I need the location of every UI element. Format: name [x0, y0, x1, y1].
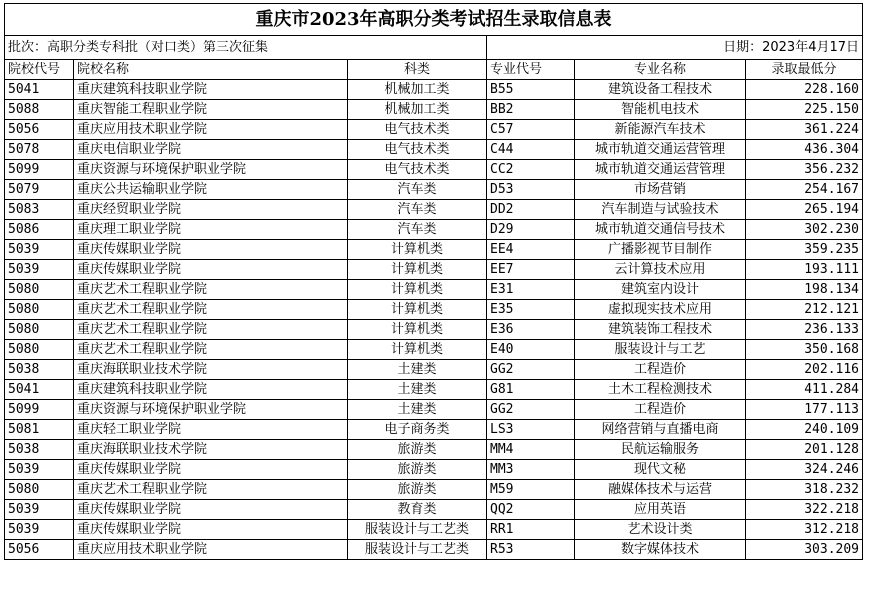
- cell-major-name: 新能源汽车技术: [575, 120, 746, 140]
- header-row: [5, 60, 863, 80]
- cell-school-name: 重庆海联职业技术学院: [74, 440, 348, 460]
- cell-category: 电气技术类: [348, 160, 487, 180]
- table-row: [5, 520, 863, 540]
- table-row: [5, 360, 863, 380]
- table-row: [5, 180, 863, 200]
- cell-category: 机械加工类: [348, 100, 487, 120]
- cell-major-code: E35: [487, 300, 575, 320]
- cell-category: 电气技术类: [348, 120, 487, 140]
- header-category: 科类: [348, 60, 487, 80]
- header-school-name: 院校名称: [74, 60, 348, 80]
- cell-category: 电气技术类: [348, 140, 487, 160]
- cell-school-name: 重庆资源与环境保护职业学院: [74, 400, 348, 420]
- cell-school-code: 5081: [5, 420, 74, 440]
- header-major-name: 专业名称: [575, 60, 746, 80]
- cell-major-name: 城市轨道交通运营管理: [575, 140, 746, 160]
- cell-school-code: 5039: [5, 520, 74, 540]
- cell-school-name: 重庆智能工程职业学院: [74, 100, 348, 120]
- table-row: [5, 320, 863, 340]
- header-school-code: 院校代号: [5, 60, 74, 80]
- cell-major-name: 市场营销: [575, 180, 746, 200]
- title-row: [5, 4, 863, 36]
- cell-school-code: 5056: [5, 540, 74, 560]
- cell-school-code: 5056: [5, 120, 74, 140]
- cell-major-code: BB2: [487, 100, 575, 120]
- page-title: 重庆市2023年高职分类考试招生录取信息表: [5, 4, 863, 36]
- cell-school-code: 5038: [5, 360, 74, 380]
- cell-major-code: E40: [487, 340, 575, 360]
- cell-category: 汽车类: [348, 180, 487, 200]
- cell-category: 服装设计与工艺类: [348, 520, 487, 540]
- cell-min-score: 359.235: [746, 240, 863, 260]
- cell-school-code: 5041: [5, 380, 74, 400]
- cell-major-code: GG2: [487, 360, 575, 380]
- cell-major-name: 城市轨道交通运营管理: [575, 160, 746, 180]
- table-row: [5, 120, 863, 140]
- table-row: [5, 100, 863, 120]
- cell-school-name: 重庆艺术工程职业学院: [74, 320, 348, 340]
- cell-major-name: 应用英语: [575, 500, 746, 520]
- table-row: [5, 380, 863, 400]
- cell-major-code: EE7: [487, 260, 575, 280]
- cell-school-name: 重庆电信职业学院: [74, 140, 348, 160]
- table-row: [5, 340, 863, 360]
- date-label: 日期：2023年4月17日: [487, 36, 863, 60]
- cell-min-score: 318.232: [746, 480, 863, 500]
- cell-school-name: 重庆应用技术职业学院: [74, 120, 348, 140]
- cell-major-name: 建筑室内设计: [575, 280, 746, 300]
- cell-min-score: 198.134: [746, 280, 863, 300]
- cell-major-name: 云计算技术应用: [575, 260, 746, 280]
- cell-school-code: 5088: [5, 100, 74, 120]
- cell-major-code: E36: [487, 320, 575, 340]
- cell-category: 汽车类: [348, 200, 487, 220]
- cell-school-code: 5039: [5, 260, 74, 280]
- cell-school-name: 重庆建筑科技职业学院: [74, 380, 348, 400]
- cell-major-name: 工程造价: [575, 360, 746, 380]
- cell-school-name: 重庆传媒职业学院: [74, 240, 348, 260]
- cell-min-score: 356.232: [746, 160, 863, 180]
- cell-min-score: 411.284: [746, 380, 863, 400]
- cell-major-code: M59: [487, 480, 575, 500]
- table-row: [5, 280, 863, 300]
- cell-major-code: E31: [487, 280, 575, 300]
- table-row: [5, 260, 863, 280]
- cell-min-score: 302.230: [746, 220, 863, 240]
- cell-major-name: 现代文秘: [575, 460, 746, 480]
- table-row: [5, 480, 863, 500]
- cell-category: 机械加工类: [348, 80, 487, 100]
- cell-school-code: 5080: [5, 280, 74, 300]
- cell-school-name: 重庆理工职业学院: [74, 220, 348, 240]
- cell-major-name: 工程造价: [575, 400, 746, 420]
- cell-min-score: 350.168: [746, 340, 863, 360]
- cell-school-name: 重庆艺术工程职业学院: [74, 300, 348, 320]
- cell-category: 旅游类: [348, 440, 487, 460]
- cell-min-score: 312.218: [746, 520, 863, 540]
- cell-min-score: 236.133: [746, 320, 863, 340]
- cell-school-name: 重庆应用技术职业学院: [74, 540, 348, 560]
- cell-category: 计算机类: [348, 260, 487, 280]
- cell-school-name: 重庆海联职业技术学院: [74, 360, 348, 380]
- cell-school-name: 重庆轻工职业学院: [74, 420, 348, 440]
- cell-major-name: 土木工程检测技术: [575, 380, 746, 400]
- cell-major-name: 建筑设备工程技术: [575, 80, 746, 100]
- cell-min-score: 240.109: [746, 420, 863, 440]
- cell-major-name: 数字媒体技术: [575, 540, 746, 560]
- cell-school-code: 5038: [5, 440, 74, 460]
- cell-major-name: 融媒体技术与运营: [575, 480, 746, 500]
- cell-school-name: 重庆艺术工程职业学院: [74, 340, 348, 360]
- cell-category: 计算机类: [348, 280, 487, 300]
- cell-major-name: 建筑装饰工程技术: [575, 320, 746, 340]
- cell-school-code: 5080: [5, 340, 74, 360]
- cell-school-name: 重庆艺术工程职业学院: [74, 480, 348, 500]
- cell-min-score: 436.304: [746, 140, 863, 160]
- cell-category: 旅游类: [348, 480, 487, 500]
- cell-school-name: 重庆传媒职业学院: [74, 260, 348, 280]
- batch-label: 批次：高职分类专科批（对口类）第三次征集: [5, 36, 487, 60]
- cell-min-score: 193.111: [746, 260, 863, 280]
- table-row: [5, 400, 863, 420]
- cell-category: 教育类: [348, 500, 487, 520]
- cell-category: 旅游类: [348, 460, 487, 480]
- cell-school-code: 5080: [5, 300, 74, 320]
- cell-min-score: 212.121: [746, 300, 863, 320]
- cell-major-name: 虚拟现实技术应用: [575, 300, 746, 320]
- table-row: [5, 240, 863, 260]
- cell-min-score: 361.224: [746, 120, 863, 140]
- cell-category: 计算机类: [348, 340, 487, 360]
- cell-min-score: 177.113: [746, 400, 863, 420]
- table-row: [5, 440, 863, 460]
- cell-min-score: 303.209: [746, 540, 863, 560]
- cell-min-score: 201.128: [746, 440, 863, 460]
- cell-major-name: 广播影视节目制作: [575, 240, 746, 260]
- cell-major-code: B55: [487, 80, 575, 100]
- cell-category: 土建类: [348, 400, 487, 420]
- cell-school-code: 5080: [5, 480, 74, 500]
- table-row: [5, 80, 863, 100]
- cell-school-name: 重庆传媒职业学院: [74, 500, 348, 520]
- cell-major-code: LS3: [487, 420, 575, 440]
- cell-school-code: 5039: [5, 240, 74, 260]
- cell-min-score: 254.167: [746, 180, 863, 200]
- cell-school-code: 5083: [5, 200, 74, 220]
- cell-school-name: 重庆传媒职业学院: [74, 520, 348, 540]
- cell-category: 服装设计与工艺类: [348, 540, 487, 560]
- cell-min-score: 265.194: [746, 200, 863, 220]
- cell-major-code: DD2: [487, 200, 575, 220]
- cell-major-code: C44: [487, 140, 575, 160]
- cell-school-code: 5039: [5, 460, 74, 480]
- cell-major-name: 网络营销与直播电商: [575, 420, 746, 440]
- table-row: [5, 300, 863, 320]
- cell-school-name: 重庆传媒职业学院: [74, 460, 348, 480]
- table-row: [5, 140, 863, 160]
- cell-school-name: 重庆资源与环境保护职业学院: [74, 160, 348, 180]
- cell-category: 计算机类: [348, 300, 487, 320]
- cell-category: 土建类: [348, 360, 487, 380]
- cell-school-name: 重庆公共运输职业学院: [74, 180, 348, 200]
- cell-major-name: 艺术设计类: [575, 520, 746, 540]
- table-row: [5, 160, 863, 180]
- table-row: [5, 220, 863, 240]
- cell-major-code: MM3: [487, 460, 575, 480]
- cell-category: 计算机类: [348, 240, 487, 260]
- admission-table: [4, 3, 863, 560]
- cell-school-code: 5039: [5, 500, 74, 520]
- meta-row: [5, 36, 863, 60]
- cell-category: 汽车类: [348, 220, 487, 240]
- cell-school-code: 5080: [5, 320, 74, 340]
- cell-major-code: C57: [487, 120, 575, 140]
- header-major-code: 专业代号: [487, 60, 575, 80]
- cell-school-name: 重庆艺术工程职业学院: [74, 280, 348, 300]
- cell-min-score: 202.116: [746, 360, 863, 380]
- header-min-score: 录取最低分: [746, 60, 863, 80]
- cell-min-score: 228.160: [746, 80, 863, 100]
- cell-major-code: GG2: [487, 400, 575, 420]
- cell-major-code: QQ2: [487, 500, 575, 520]
- table-row: [5, 500, 863, 520]
- cell-min-score: 225.150: [746, 100, 863, 120]
- cell-category: 电子商务类: [348, 420, 487, 440]
- cell-major-code: CC2: [487, 160, 575, 180]
- table-row: [5, 420, 863, 440]
- table-row: [5, 540, 863, 560]
- cell-school-name: 重庆经贸职业学院: [74, 200, 348, 220]
- cell-category: 计算机类: [348, 320, 487, 340]
- cell-major-code: RR1: [487, 520, 575, 540]
- table-row: [5, 460, 863, 480]
- cell-major-code: D29: [487, 220, 575, 240]
- cell-major-code: R53: [487, 540, 575, 560]
- cell-school-code: 5099: [5, 160, 74, 180]
- table-row: [5, 200, 863, 220]
- cell-major-code: G81: [487, 380, 575, 400]
- cell-school-code: 5099: [5, 400, 74, 420]
- cell-major-name: 城市轨道交通信号技术: [575, 220, 746, 240]
- cell-major-name: 民航运输服务: [575, 440, 746, 460]
- cell-major-code: MM4: [487, 440, 575, 460]
- cell-min-score: 322.218: [746, 500, 863, 520]
- cell-major-name: 智能机电技术: [575, 100, 746, 120]
- cell-major-name: 服装设计与工艺: [575, 340, 746, 360]
- cell-major-code: EE4: [487, 240, 575, 260]
- cell-category: 土建类: [348, 380, 487, 400]
- cell-school-code: 5078: [5, 140, 74, 160]
- cell-school-code: 5079: [5, 180, 74, 200]
- cell-major-code: D53: [487, 180, 575, 200]
- cell-major-name: 汽车制造与试验技术: [575, 200, 746, 220]
- cell-min-score: 324.246: [746, 460, 863, 480]
- cell-school-name: 重庆建筑科技职业学院: [74, 80, 348, 100]
- cell-school-code: 5041: [5, 80, 74, 100]
- cell-school-code: 5086: [5, 220, 74, 240]
